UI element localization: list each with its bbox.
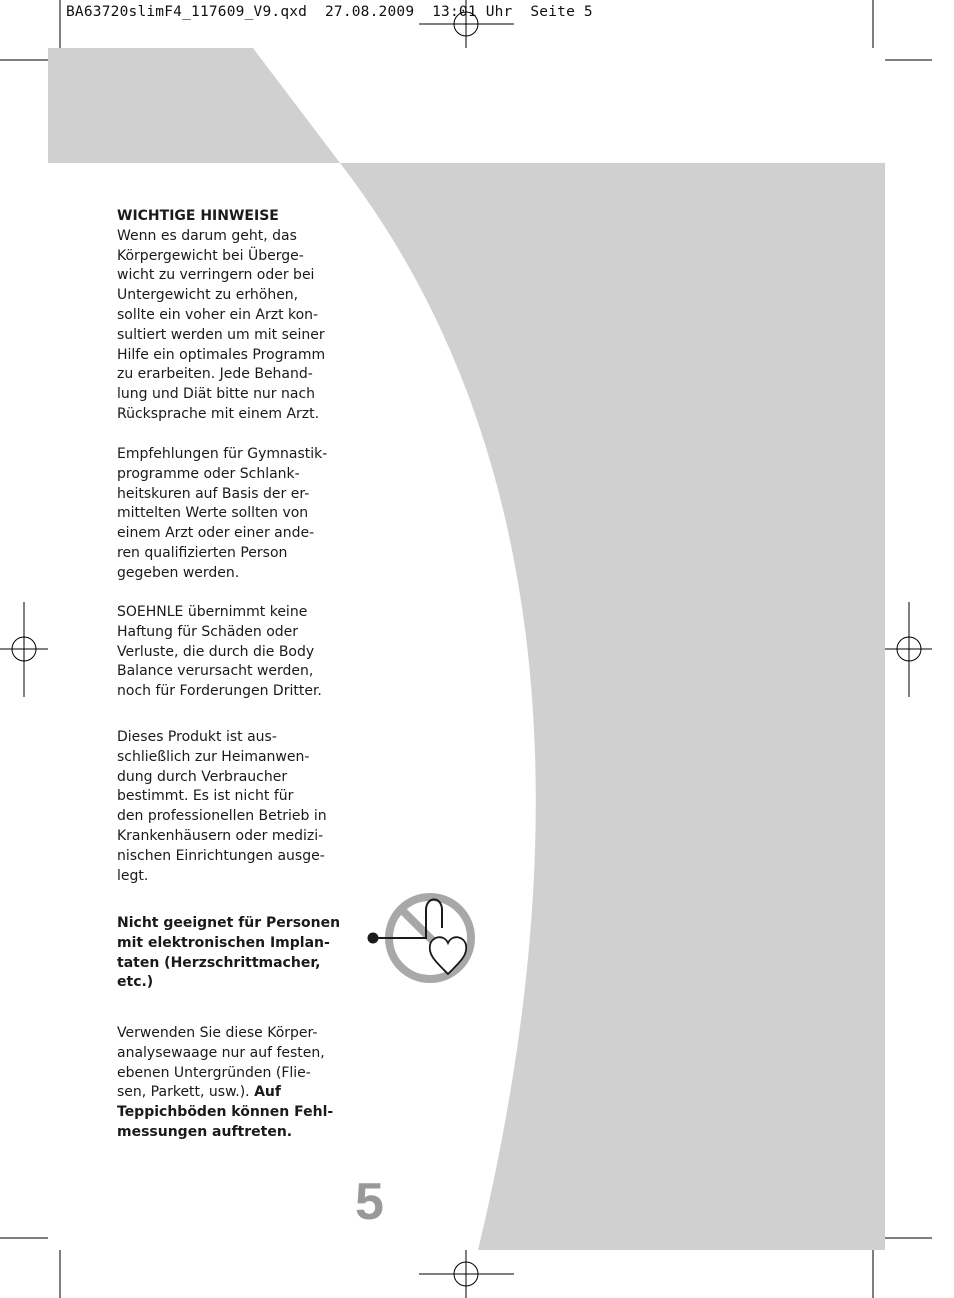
text-line: nischen Einrichtungen ausge- <box>117 847 325 864</box>
paragraph-fitness-recommendations <box>117 445 342 584</box>
text-line: sultiert werden um mit seiner <box>117 326 325 343</box>
text-line: Empfehlungen für Gymnastik- <box>117 446 328 462</box>
text-bold-inline: Auf <box>254 1084 281 1101</box>
text-line: mittelten Werte sollten von <box>117 505 309 522</box>
text-line: programme oder Schlank- <box>117 465 300 482</box>
text-line: messungen auftreten. <box>117 1123 293 1140</box>
text-line: bestimmt. Es ist nicht für <box>117 788 294 805</box>
registration-mark-right <box>885 602 932 697</box>
warning-implants <box>117 914 342 993</box>
paragraph-doctor-consultation <box>117 227 342 425</box>
text-line: zu erarbeiten. Jede Behand- <box>117 366 313 383</box>
registration-mark-left <box>0 602 48 697</box>
text-line: ren qualifizierten Person <box>117 544 288 561</box>
text-line: Wenn es darum geht, das <box>117 227 297 244</box>
text-line: dung durch Verbraucher <box>117 768 288 785</box>
text-line: Dieses Produkt ist aus- <box>117 729 277 745</box>
text-line: Verwenden Sie diese Körper- <box>117 1025 318 1041</box>
text-line: Untergewicht zu erhöhen, <box>117 287 299 304</box>
paragraph-surface <box>117 1024 342 1143</box>
text-line: Balance verursacht werden, <box>117 663 314 680</box>
no-pacemaker-icon <box>368 897 472 979</box>
text-line: analysewaage nur auf festen, <box>117 1044 325 1061</box>
text-line: lung und Diät bitte nur nach <box>117 386 316 403</box>
paragraph-home-use <box>117 728 342 886</box>
text-line: Krankenhäusern oder medizi- <box>117 827 324 844</box>
text-line: legt. <box>117 867 149 884</box>
text-line: noch für Forderungen Dritter. <box>117 683 322 700</box>
paragraph-liability <box>117 603 342 702</box>
notes-column-top <box>117 207 342 425</box>
text-line: taten (Herzschrittmacher, <box>117 954 321 971</box>
paragraph-text <box>117 728 342 886</box>
text-line: Teppichböden können Fehl- <box>117 1104 334 1121</box>
text-line: schließlich zur Heimanwen- <box>117 748 310 765</box>
file-slug: BA63720slimF4_117609_V9.qxd 27.08.2009 13:01 Uhr Seite 5 <box>66 4 593 20</box>
text-line: SOEHNLE übernimmt keine <box>117 604 308 620</box>
text-line: Körpergewicht bei Überge- <box>117 247 304 264</box>
paragraph-text <box>117 603 342 702</box>
paragraph-text <box>117 1024 342 1143</box>
text-line: sen, Parkett, usw.). <box>117 1084 255 1101</box>
text-line: Verluste, die durch die Body <box>117 643 315 660</box>
text-line: sollte ein voher ein Arzt kon- <box>117 306 319 323</box>
text-line: Nicht geeignet für Personen <box>117 915 341 931</box>
section-title: WICHTIGE HINWEISE <box>117 208 279 224</box>
text-line: ebenen Untergründen (Flie- <box>117 1064 311 1081</box>
registration-mark-bottom <box>419 1250 514 1298</box>
paragraph-text <box>117 445 342 584</box>
text-line: etc.) <box>117 974 154 991</box>
text-line: Rücksprache mit einem Arzt. <box>117 405 320 422</box>
warning-text <box>117 914 342 993</box>
text-line: Hilfe ein optimales Programm <box>117 346 326 363</box>
text-line: heitskuren auf Basis der er- <box>117 485 310 502</box>
text-line: den professionellen Betrieb in <box>117 808 327 825</box>
page-number: 5 <box>355 1173 384 1231</box>
text-line: einem Arzt oder einer ande- <box>117 525 315 542</box>
text-line: gegeben werden. <box>117 564 240 581</box>
text-line: Haftung für Schäden oder <box>117 623 299 640</box>
text-line: wicht zu verringern oder bei <box>117 267 315 284</box>
text-line: mit elektronischen Implan- <box>117 934 330 951</box>
